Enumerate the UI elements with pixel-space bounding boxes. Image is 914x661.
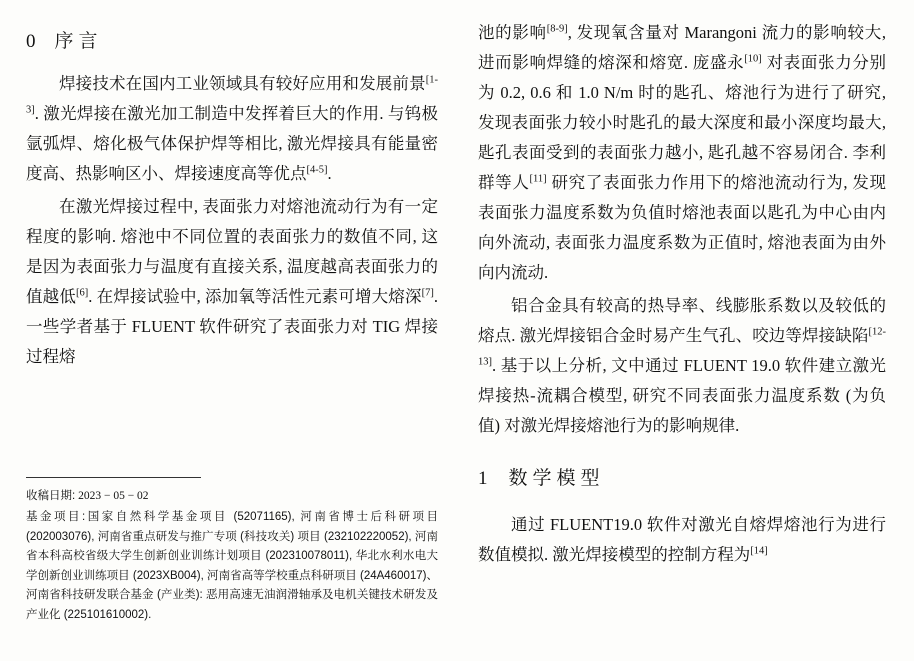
footnote-fund <box>26 508 438 625</box>
citation-ref: [10] <box>744 53 762 65</box>
citation-ref: [1-3] <box>26 74 438 116</box>
citation-ref: [12-13] <box>478 326 886 368</box>
footnote-received-label: 收稿日期: <box>26 489 76 502</box>
section-number: 0 <box>26 31 37 52</box>
right-column <box>456 18 886 661</box>
citation-ref: [6] <box>75 287 89 299</box>
footnote-block <box>26 463 438 628</box>
section-title: 数学模型 <box>508 468 605 489</box>
citation-ref: [8-9] <box>546 23 568 35</box>
paragraph-2: 在激光焊接过程中, 表面张力对熔池流动行为有一定程度的影响. 熔池中不同位置的表面张力的数值不同, 这是因为表面张力与温度有直接关系, 温度越高表面张力的值越低[6]. 在焊接试验中, 添加氧等活性元素可增大熔深[7]. 一些学者基于 FLUENT 软件研究了表面张力对 TIG 焊接过程熔 <box>26 197 438 366</box>
citation-ref: [14] <box>750 545 768 557</box>
footnote-received <box>26 487 438 507</box>
left-column <box>26 18 456 661</box>
section-number: 1 <box>478 468 489 489</box>
paragraph-5: 通过 FLUENT19.0 软件对激光自熔焊熔池行为进行数值模拟. 激光焊接模型的控制方程为[14] <box>478 515 886 564</box>
paragraph-1: 焊接技术在国内工业领域具有较好应用和发展前景[1-3]. 激光焊接在激光加工制造中发挥着巨大的作用. 与钨极氩弧焊、熔化极气体保护焊等相比, 激光焊接具有能量密度高、热影响区小、焊接速度高等优点[4-5]. <box>26 74 438 183</box>
section-heading-1 <box>478 463 886 490</box>
section-title: 序言 <box>54 31 103 52</box>
citation-ref: [11] <box>529 173 547 185</box>
citation-ref: [4-5] <box>306 164 328 176</box>
paragraph-3: 池的影响[8-9], 发现氧含量对 Marangoni 流力的影响较大, 进而影响焊缝的熔深和熔宽. 庞盛永[10] 对表面张力分别为 0.2, 0.6 和 1.0 N/m 时的匙孔、熔池行为进行了研究, 发现表面张力较小时匙孔的最大深度和最小深度均最大, 匙孔表面受到的表面张力越小, 匙孔越不容易闭合. 李利群等人[11] 研究了表面张力作用下的熔池流动行为, 发现表面张力温度系数为负值时熔池表面以匙孔为中心由内向外流动, 表面张力温度系数为正值时, 熔池表面为由外向内流动. <box>478 23 887 282</box>
footnote-divider <box>26 477 201 478</box>
footnote-fund-text: 国家自然科学基金项目 (52071165), 河南省博士后科研项目 (202003076), 河南省重点研发与推广专项 (科技攻关) 项目 (232102220052), 河南省本科高校省级大学生创新创业训练计划项目 (202310078011), 华北水利水电大学创新创业训练项目 (2023XB004), 河南省高等学校重点科研项目 (24A460017)、河南省科技研发联合基金 (产业类): 恶用高速无油润滑轴承及电机关键技术研发及产业化 (225101610002). <box>26 511 438 621</box>
footnote-fund-label: 基金项目: <box>26 511 86 523</box>
spacer <box>478 500 886 510</box>
paragraph-4: 铝合金具有较高的热导率、线膨胀系数以及较低的熔点. 激光焊接铝合金时易产生气孔、咬边等焊接缺陷[12-13]. 基于以上分析, 文中通过 FLUENT 19.0 软件建立激光焊接热-流耦合模型, 研究不同表面张力温度系数 (为负值) 对激光焊接熔池行为的影响规律. <box>478 296 886 435</box>
section-heading-0 <box>26 26 438 53</box>
citation-ref: [7] <box>421 287 434 299</box>
footnote-received-date: 2023 − 05 − 02 <box>78 489 149 502</box>
